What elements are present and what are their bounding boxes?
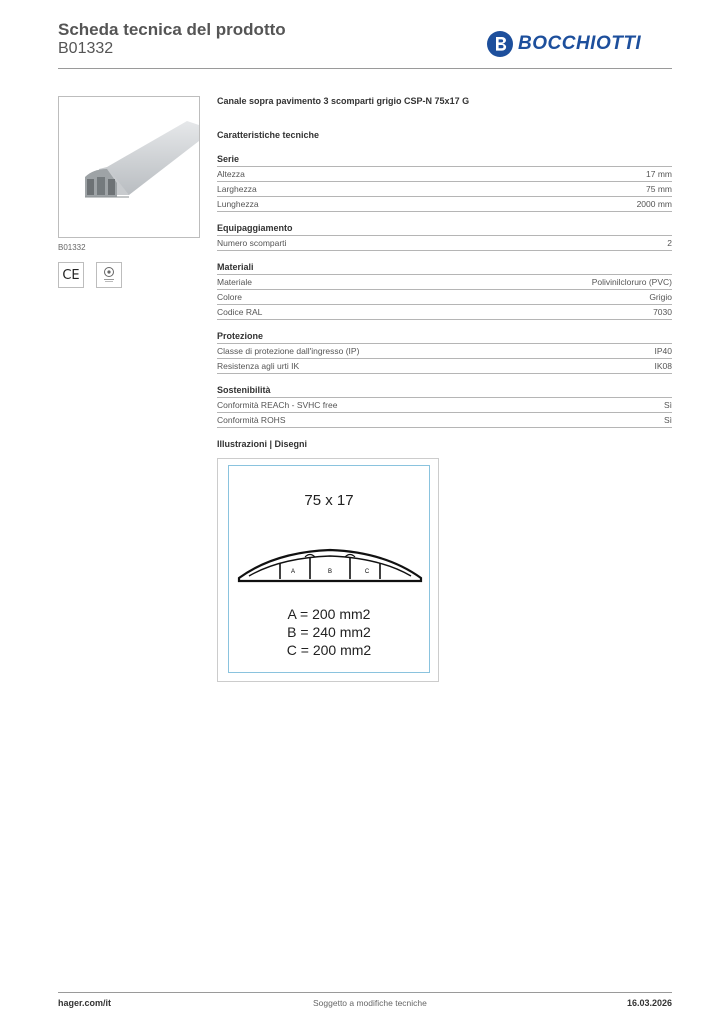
spec-content xyxy=(217,95,672,682)
spec-value: Sì xyxy=(663,400,672,410)
spec-row xyxy=(217,275,672,290)
cross-section-drawing xyxy=(235,546,425,586)
spec-row xyxy=(217,290,672,305)
ce-mark-icon: CE xyxy=(58,262,84,288)
spec-row xyxy=(217,305,672,320)
spec-label: Conformità ROHS xyxy=(217,415,286,425)
spec-value: 2000 mm xyxy=(636,199,672,209)
brand-name: BOCCHIOTTI xyxy=(518,33,642,54)
spec-row xyxy=(217,182,672,197)
spec-value: 2 xyxy=(667,238,672,248)
document-title: Scheda tecnica del prodotto xyxy=(58,20,286,39)
product-code: B01332 xyxy=(58,40,114,57)
spec-row xyxy=(217,398,672,413)
spec-label: Conformità REACh - SVHC free xyxy=(217,400,338,410)
spec-group-sostenibilita xyxy=(217,384,672,428)
cable-channel-image xyxy=(59,97,199,237)
footer-divider xyxy=(58,992,672,993)
spec-label: Lunghezza xyxy=(217,199,259,209)
spec-value: IK08 xyxy=(654,361,672,371)
header-divider xyxy=(58,68,672,69)
group-title: Equipaggiamento xyxy=(217,222,672,236)
photo-caption: B01332 xyxy=(58,243,86,252)
spec-label: Materiale xyxy=(217,277,252,287)
footer-note: Soggetto a modifiche tecniche xyxy=(313,998,427,1008)
section-label-c: C xyxy=(364,569,370,575)
section-label-a: A xyxy=(290,569,296,575)
spec-group-materiali xyxy=(217,261,672,320)
product-name: Canale sopra pavimento 3 scomparti grigio CSP-N 75x17 G xyxy=(217,96,470,106)
certification-mark-icon xyxy=(96,262,122,288)
group-title: Protezione xyxy=(217,330,672,344)
drawing-border xyxy=(228,465,430,673)
spec-value: IP40 xyxy=(654,346,672,356)
spec-label: Codice RAL xyxy=(217,307,263,317)
spec-group-serie xyxy=(217,153,672,212)
section-label-b: B xyxy=(327,569,333,575)
spec-row xyxy=(217,236,672,251)
group-title: Sostenibilità xyxy=(217,384,672,398)
spec-row xyxy=(217,413,672,428)
group-title: Serie xyxy=(217,153,672,167)
spec-row xyxy=(217,344,672,359)
spec-row xyxy=(217,359,672,374)
area-c: C = 200 mm2 xyxy=(286,642,372,658)
brand-logo xyxy=(486,30,641,58)
spec-group-protezione xyxy=(217,330,672,374)
spec-label: Resistenza agli urti IK xyxy=(217,361,300,371)
tech-specs-heading: Caratteristiche tecniche xyxy=(217,130,320,140)
footer-date: 16.03.2026 xyxy=(626,998,672,1008)
spec-value: Sì xyxy=(663,415,672,425)
illustrations-heading: Illustrazioni | Disegni xyxy=(217,439,308,449)
spec-label: Altezza xyxy=(217,169,245,179)
spec-value: 7030 xyxy=(653,307,672,317)
spec-value: 75 mm xyxy=(646,184,672,194)
technical-drawing xyxy=(217,458,439,682)
spec-label: Colore xyxy=(217,292,243,302)
spec-label: Classe di protezione dall'ingresso (IP) xyxy=(217,346,360,356)
spec-label: Larghezza xyxy=(217,184,257,194)
spec-label: Numero scomparti xyxy=(217,238,287,248)
spec-value: 17 mm xyxy=(646,169,672,179)
spec-row xyxy=(217,167,672,182)
spec-group-equipaggiamento xyxy=(217,222,672,251)
footer-website: hager.com/it xyxy=(58,998,112,1008)
brand-mark-icon xyxy=(486,30,514,58)
spec-value: Polivinilcloruro (PVC) xyxy=(591,277,672,287)
area-b: B = 240 mm2 xyxy=(287,624,371,640)
spec-value: Grigio xyxy=(649,292,672,302)
product-photo xyxy=(58,96,200,238)
drawing-dimensions: 75 x 17 xyxy=(304,492,354,509)
area-a: A = 200 mm2 xyxy=(287,606,371,622)
group-title: Materiali xyxy=(217,261,672,275)
spec-row xyxy=(217,197,672,212)
